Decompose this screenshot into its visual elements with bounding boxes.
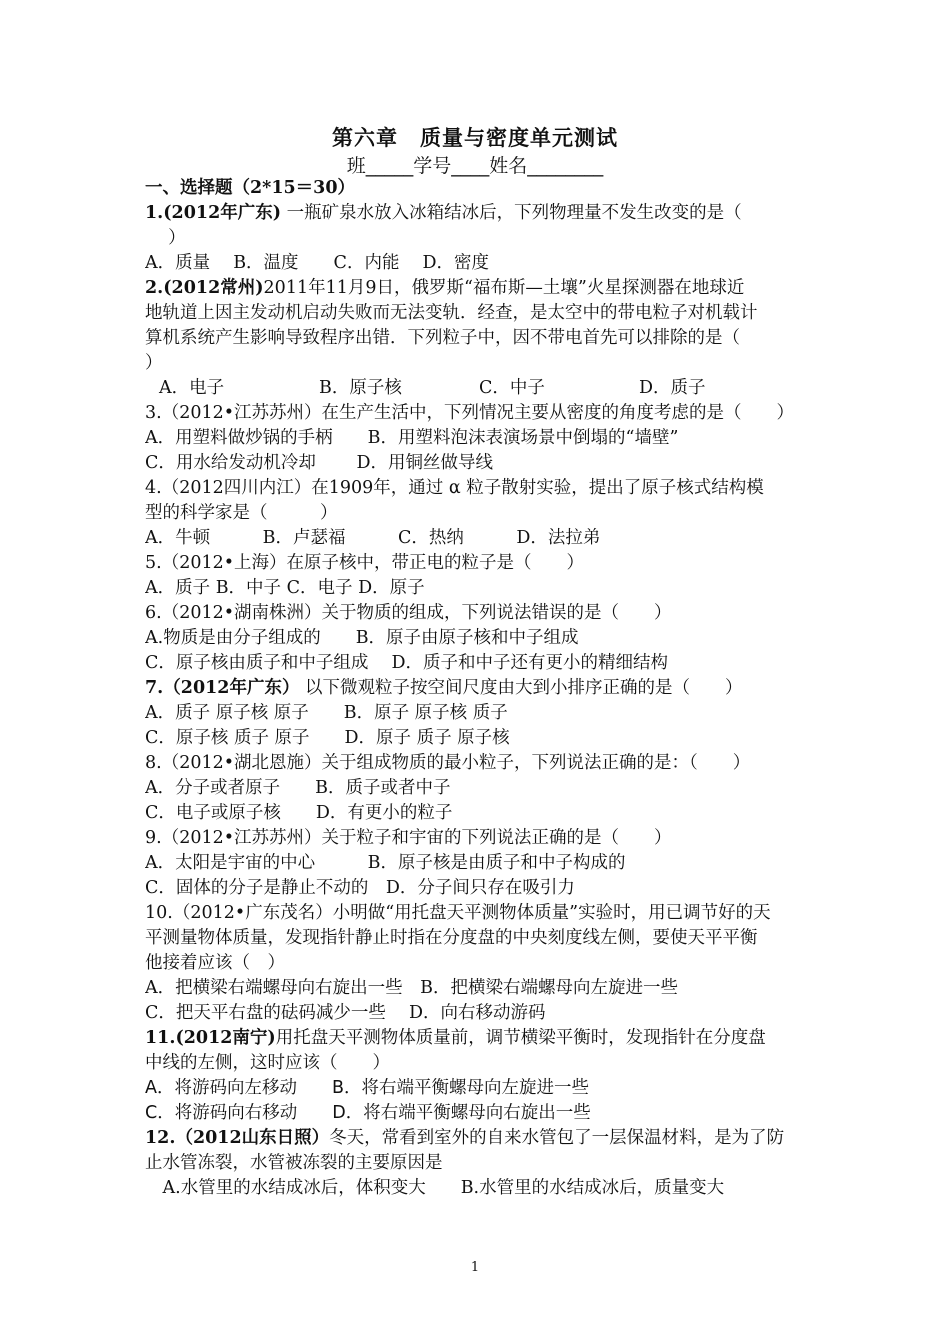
student-info-line: 班_____学号____姓名________: [346, 155, 604, 177]
question-2: [145, 276, 810, 301]
question-9-options-ab: A．太阳是宇宙的中心 B．原子核是由质子和中子构成的: [145, 853, 626, 873]
question-4: 4.（2012四川内江）在1909年，通过 α 粒子散射实验，提出了原子核式结构模: [145, 478, 764, 498]
option-d: D．质子: [639, 378, 706, 398]
question-12-options-ab: A.水管里的水结成冰后，体积变大 B.水管里的水结成冰后，质量变大: [145, 1178, 725, 1198]
question-1: [145, 201, 810, 226]
question-7-options-cd: C．原子核 质子 原子 D．原子 质子 原子核: [145, 728, 510, 748]
option-a: A．电子: [159, 378, 225, 398]
question-6-options-ab: A.物质是由分子组成的 B．原子由原子核和中子组成: [145, 628, 579, 648]
question-10: 10.（2012•广东茂名）小明做“用托盘天平测物体质量”实验时，用已调节好的天: [145, 903, 771, 923]
question-11-options-cd: C．将游码向右移动 D．将右端平衡螺母向右旋出一些: [145, 1103, 591, 1123]
question-text: 用托盘天平测物体质量前，调节横梁平衡时，发现指针在分度盘: [275, 1028, 766, 1048]
question-12: [145, 1126, 810, 1151]
option-b: B．原子核: [319, 378, 402, 398]
page-number: 1: [470, 1260, 480, 1275]
question-9: 9.（2012•江苏苏州）关于粒子和宇宙的下列说法正确的是（ ）: [145, 828, 672, 848]
question-12-cont: 止水管冻裂，水管被冻裂的主要原因是: [145, 1153, 443, 1173]
question-1-cont: ）: [145, 228, 186, 248]
question-source: 12.（2012山东日照）: [145, 1128, 330, 1148]
question-9-options-cd: C．固体的分子是静止不动的 D．分子间只存在吸引力: [145, 878, 575, 898]
question-2-cont: 算机系统产生影响导致程序出错．下列粒子中，因不带电首先可以排除的是（: [145, 328, 740, 348]
question-5: 5.（2012•上海）在原子核中，带正电的粒子是（ ）: [145, 553, 585, 573]
question-5-options: A．质子 B．中子 C．电子 D．原子: [145, 578, 425, 598]
question-source: 11.(2012南宁): [145, 1028, 276, 1048]
question-text: 以下微观粒子按空间尺度由大到小排序正确的是（ ）: [299, 678, 743, 698]
question-2-options: [145, 376, 810, 401]
question-8-options-cd: C．电子或原子核 D．有更小的粒子: [145, 803, 453, 823]
question-6: 6.（2012•湖南株洲）关于物质的组成，下列说法错误的是（ ）: [145, 603, 672, 623]
question-10-cont: 平测量物体质量，发现指针静止时指在分度盘的中央刻度线左侧，要使天平平衡: [145, 928, 758, 948]
question-1-options: A．质量 B．温度 C．内能 D．密度: [145, 253, 490, 273]
question-10-cont: 他接着应该（ ）: [145, 953, 285, 973]
section-heading: 一、选择题（2*15＝30）: [145, 178, 356, 198]
question-text: 冬天，常看到室外的自来水管包了一层保温材料，是为了防: [329, 1128, 785, 1148]
question-source: 2.(2012常州): [145, 278, 264, 298]
question-3-options-cd: C．用水给发动机冷却 D．用铜丝做导线: [145, 453, 493, 473]
question-2-cont: 地轨道上因主发动机启动失败而无法变轨．经查，是太空中的带电粒子对机载计: [145, 303, 758, 323]
question-10-options-ab: A．把横梁右端螺母向右旋出一些 B．把横梁右端螺母向左旋进一些: [145, 978, 678, 998]
question-11-options-ab: A．将游码向左移动 B．将右端平衡螺母向左旋进一些: [145, 1078, 589, 1098]
question-8-options-ab: A．分子或者原子 B．质子或者中子: [145, 778, 451, 798]
question-7-options-ab: A．质子 原子核 原子 B．原子 原子核 质子: [145, 703, 508, 723]
question-11-cont: 中线的左侧，这时应该（ ）: [145, 1053, 390, 1073]
option-c: C．中子: [479, 378, 545, 398]
question-text: 一瓶矿泉水放入冰箱结冰后，下列物理量不发生改变的是（: [281, 203, 742, 223]
question-11: [145, 1026, 810, 1051]
question-4-options: A．牛顿 B．卢瑟福 C．热纳 D．法拉弟: [145, 528, 601, 548]
question-3-options-ab: A．用塑料做炒锅的手柄 B．用塑料泡沫表演场景中倒塌的“墙壁”: [145, 428, 679, 448]
question-8: 8.（2012•湖北恩施）关于组成物质的最小粒子，下列说法正确的是：（ ）: [145, 753, 751, 773]
question-source: 7.（2012年广东）: [145, 678, 300, 698]
question-6-options-cd: C．原子核由质子和中子组成 D．质子和中子还有更小的精细结构: [145, 653, 668, 673]
page-title: 第六章 质量与密度单元测试: [332, 125, 618, 150]
question-10-options-cd: C．把天平右盘的砝码减少一些 D．向右移动游码: [145, 1003, 546, 1023]
question-source: 1.(2012年广东): [145, 203, 282, 223]
question-4-cont: 型的科学家是（ ）: [145, 503, 338, 523]
question-list: [145, 176, 810, 1201]
question-7: [145, 676, 810, 701]
question-text: 2011年11月9日，俄罗斯“福布斯—土壤”火星探测器在地球近: [263, 278, 745, 298]
question-2-cont: ）: [145, 353, 163, 373]
question-3: 3.（2012•江苏苏州）在生产生活中，下列情况主要从密度的角度考虑的是（ ）: [145, 403, 795, 423]
